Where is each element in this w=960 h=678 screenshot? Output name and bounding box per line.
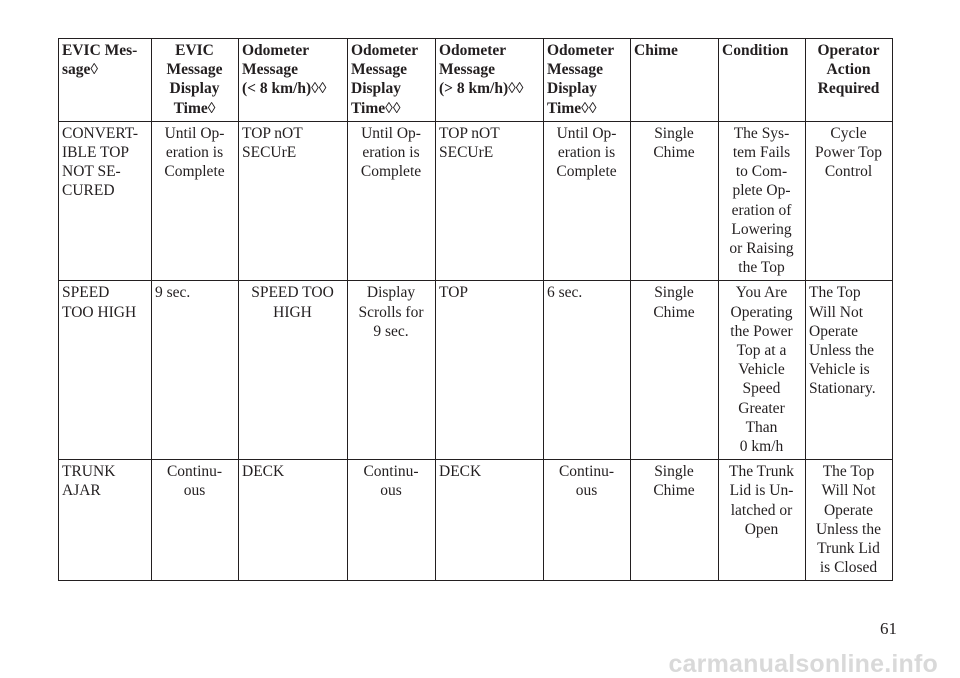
table-cell: TOP nOT SECUrE	[239, 121, 348, 281]
table-cell: The Sys- tem Fails to Com- plete Op- eration of Lowering or Raising the Top	[719, 121, 806, 281]
table-header-row	[59, 39, 893, 122]
table-cell: Single Chime	[631, 121, 719, 281]
table-cell: Continu- ous	[348, 460, 436, 581]
table-cell: TOP	[436, 281, 544, 460]
header-evic-display-time: EVIC Message Display Time◊	[152, 39, 239, 122]
table-cell: Display Scrolls for 9 sec.	[348, 281, 436, 460]
table-cell: 9 sec.	[152, 281, 239, 460]
table-cell: Until Op- eration is Complete	[544, 121, 631, 281]
table-row	[59, 460, 893, 581]
watermark-logo	[0, 650, 960, 678]
table-cell: CONVERT- IBLE TOP NOT SE- CURED	[59, 121, 152, 281]
header-odometer-display-time-high: Odometer Message Display Time◊◊	[544, 39, 631, 122]
table-cell: The Top Will Not Operate Unless the Trunk Lid is Closed	[806, 460, 893, 581]
evic-message-table	[58, 38, 893, 581]
table-cell: TOP nOT SECUrE	[436, 121, 544, 281]
table-cell: The Top Will Not Operate Unless the Vehicle is Stationary.	[806, 281, 893, 460]
table-cell: SPEED TOO HIGH	[59, 281, 152, 460]
table-cell: The Trunk Lid is Un- latched or Open	[719, 460, 806, 581]
header-odometer-display-time-low: Odometer Message Display Time◊◊	[348, 39, 436, 122]
table-cell: Until Op- eration is Complete	[152, 121, 239, 281]
table-cell: Continu- ous	[152, 460, 239, 581]
table-cell: Single Chime	[631, 281, 719, 460]
table-cell: Cycle Power Top Control	[806, 121, 893, 281]
header-chime: Chime	[631, 39, 719, 122]
table-row	[59, 121, 893, 281]
table-cell: Continu- ous	[544, 460, 631, 581]
table-cell: Single Chime	[631, 460, 719, 581]
header-odometer-message-high: Odometer Message (> 8 km/h)◊◊	[436, 39, 544, 122]
header-evic-message: EVIC Mes- sage◊	[59, 39, 152, 122]
table-cell: DECK	[436, 460, 544, 581]
table-cell: 6 sec.	[544, 281, 631, 460]
watermark-text: carmanualsonline.info	[668, 650, 938, 678]
table-cell: DECK	[239, 460, 348, 581]
table-cell: You Are Operating the Power Top at a Vehicle Speed Greater Than 0 km/h	[719, 281, 806, 460]
header-operator-action: Operator Action Required	[806, 39, 893, 122]
table-row	[59, 281, 893, 460]
table-cell: SPEED TOO HIGH	[239, 281, 348, 460]
header-odometer-message-low: Odometer Message (< 8 km/h)◊◊	[239, 39, 348, 122]
page-number: 61	[880, 619, 897, 638]
table-cell: Until Op- eration is Complete	[348, 121, 436, 281]
header-condition: Condition	[719, 39, 806, 122]
table-cell: TRUNK AJAR	[59, 460, 152, 581]
